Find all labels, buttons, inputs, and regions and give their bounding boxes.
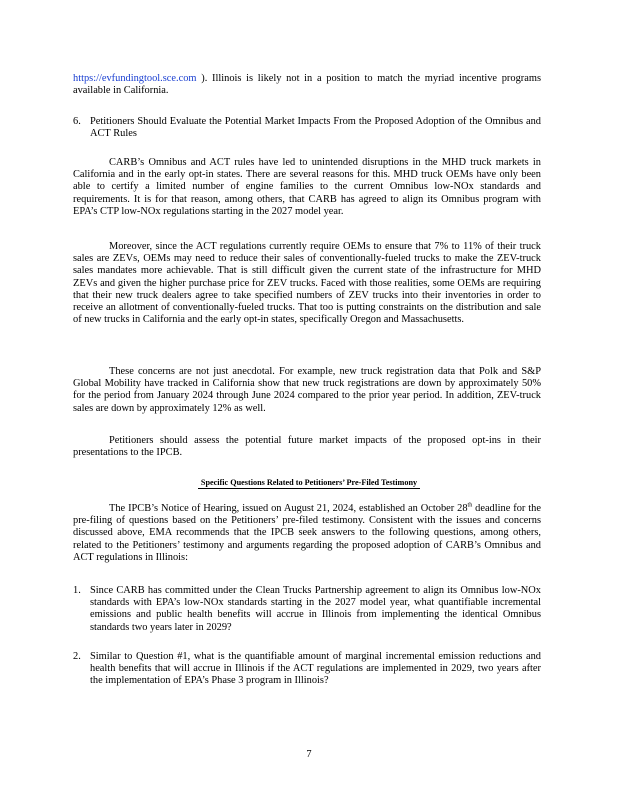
paragraph-text: Moreover, since the ACT regulations currently require OEMs to ensure that 7% to 11% of their truck sales are ZEVs, OEMs may need to reduce their sales of conventionally-fueled trucks to make the ZEV-truck sales mandates more achievable. That is still difficult given the current state of the infrastructure for MHD ZEVs and given the higher purchase price for ZEV trucks. Faced with those realities, some OEMs are requiring that their new truck dealers agree to take specified numbers of ZEV trucks into their inventories in order to receive an allotment of conventionally-fueled trucks. That too is putting constraints on the distribution and sale of new trucks in California and the early opt-in states, specifically Oregon and Massachusetts. [73, 241, 541, 326]
section-title-text: Specific Questions Related to Petitioners’ Pre-Filed Testimony [198, 478, 420, 489]
paragraph-concerns [73, 366, 541, 415]
paragraph-omnibus [73, 157, 541, 218]
question-1 [73, 585, 541, 634]
notice-text-part: The IPCB’s Notice of Hearing, issued on August 21, 2024, established an October 28 [109, 503, 468, 514]
paragraph-text: These concerns are not just anecdotal. For example, new truck registration data that Polk and S&P Global Mobility have tracked in California show that new truck registrations are down by approximately 50% for the period from January 2024 through June 2024 compared to the prior year period. In addition, ZEV-truck sales are down by approximately 12% as well. [73, 366, 541, 414]
section-title [0, 477, 618, 489]
paragraph-moreover [73, 241, 541, 326]
heading-6-text: Petitioners Should Evaluate the Potential Market Impacts From the Proposed Adoption of the Omnibus and ACT Rules [90, 116, 541, 140]
notice-text [73, 503, 541, 564]
question-text: Since CARB has committed under the Clean Trucks Partnership agreement to align its Omnibus low-NOx standards with EPA’s low-NOx standards starting in the 2027 model year, what quantifiable incremental emissions and public health benefits will accrue in Illinois from implementing the identical Omnibus standards two years later in 2029? [90, 585, 541, 633]
funding-tool-link[interactable]: https://evfundingtool.sce.com [73, 73, 197, 84]
paragraph-notice [73, 503, 541, 564]
page-number: 7 [306, 749, 312, 760]
notice-text-part: deadline for the pre-filing of questions based on the Petitioners’ pre-filed testimony. Consistent with the issues and concerns discussed above, EMA recommends that the IPCB seek answers to the following questions, among others, related to the Petitioners’ testimony and arguments regarding the proposed adoption of CARB’s Omnibus and ACT regulations in Illinois: [73, 503, 541, 563]
question-text: Similar to Question #1, what is the quantifiable amount of marginal incremental emission reductions and health benefits that will accrue in Illinois if the ACT regulations are implemented in 2029, two years after the implementation of EPA’s Phase 3 program in Illinois? [90, 651, 541, 687]
heading-6-number: 6. [73, 116, 81, 127]
ordinal-suffix: th [467, 502, 473, 509]
intro-text: ). Illinois is likely not in a position to match the myriad incentive programs available in California. [73, 73, 541, 97]
intro-paragraph [73, 73, 541, 97]
question-number: 2. [73, 651, 81, 662]
paragraph-petitioners [73, 435, 541, 459]
question-2 [73, 651, 541, 688]
paragraph-text: Petitioners should assess the potential future market impacts of the proposed opt-ins in their presentations to the IPCB. [73, 435, 541, 459]
heading-6 [73, 116, 541, 140]
paragraph-text: CARB’s Omnibus and ACT rules have led to unintended disruptions in the MHD truck markets in California and in the early opt-in states. There are several reasons for this. MHD truck OEMs have only been able to certify a limited number of engine families to the current Omnibus low-NOx standards and requirements. It is for that reason, among others, that CARB has agreed to align its Omnibus program with EPA’s CTP low-NOx regulations starting in the 2027 model year. [73, 157, 541, 217]
question-number: 1. [73, 585, 81, 596]
